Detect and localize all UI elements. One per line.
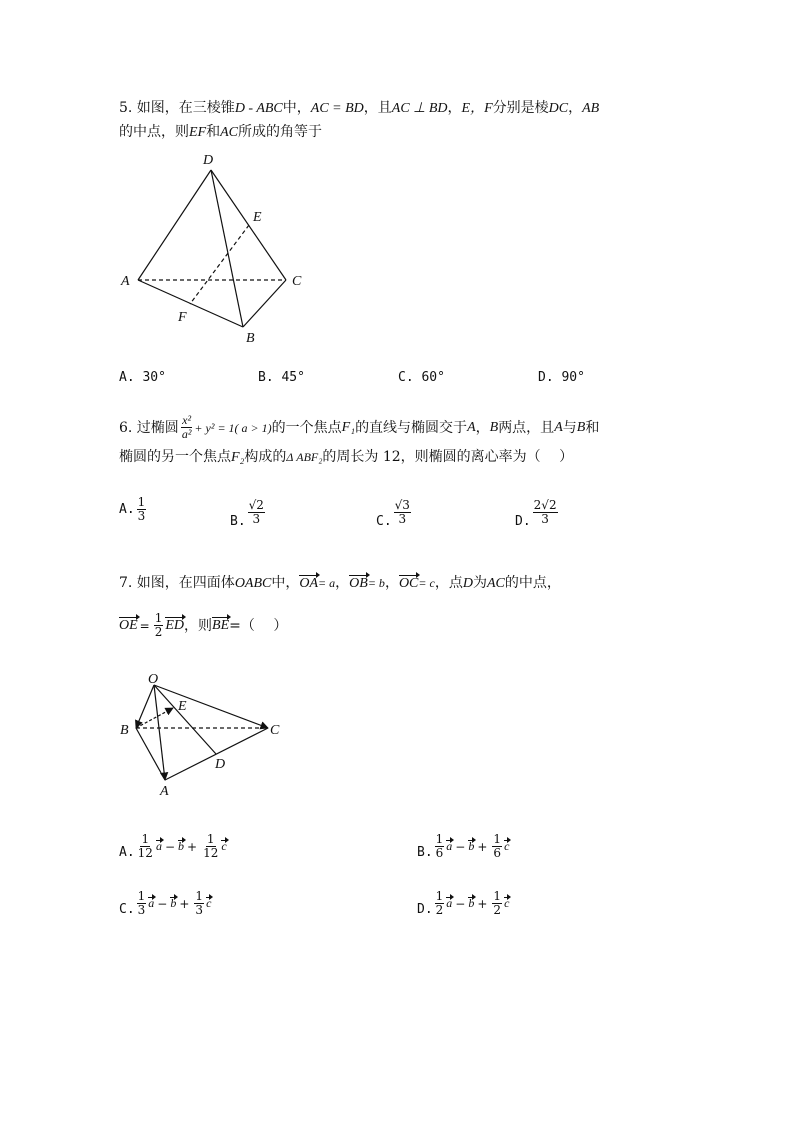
q5-ef: EF bbox=[189, 125, 207, 140]
q7-line-1 bbox=[119, 573, 561, 594]
q7-option-b[interactable] bbox=[417, 833, 509, 860]
q6-line-1 bbox=[119, 414, 599, 441]
vec-c: c bbox=[504, 839, 510, 853]
edge-ba bbox=[136, 728, 165, 780]
q7-text: ，点 bbox=[434, 575, 463, 591]
q5-edge-ab: AB bbox=[582, 101, 600, 116]
q6-a2: A bbox=[554, 419, 563, 435]
coef-2 bbox=[492, 890, 502, 917]
vec-oa bbox=[154, 685, 165, 780]
frac-num: 1 bbox=[154, 611, 163, 625]
frac-den: 2 bbox=[493, 903, 502, 917]
edge-da bbox=[138, 170, 211, 280]
frac-den: 12 bbox=[203, 846, 219, 860]
q5-text: ，且 bbox=[363, 100, 392, 116]
vec-a: a bbox=[148, 896, 155, 910]
frac-num: 1 bbox=[137, 495, 146, 509]
plus: + bbox=[179, 896, 190, 911]
option-label: B. bbox=[230, 514, 246, 529]
frac-num: 1 bbox=[141, 832, 150, 846]
coef-1 bbox=[137, 833, 154, 860]
minus: − bbox=[455, 896, 466, 911]
q6-ellipse-fraction bbox=[181, 414, 193, 441]
vec-a: a bbox=[446, 839, 453, 853]
q5-text: 和 bbox=[206, 124, 221, 140]
q5-points: E，F bbox=[461, 101, 493, 116]
minus: − bbox=[157, 896, 168, 911]
q7-option-a[interactable] bbox=[119, 833, 227, 860]
option-label: C. bbox=[376, 514, 392, 529]
frac-num: √3 bbox=[394, 498, 410, 512]
q6-f2: F₂ bbox=[231, 450, 245, 465]
frac-den: 6 bbox=[435, 846, 444, 860]
frac-den: 3 bbox=[137, 509, 146, 523]
q6-option-a[interactable] bbox=[119, 496, 148, 523]
q7-text: =（ ） bbox=[229, 617, 288, 634]
frac-den: 2 bbox=[154, 625, 163, 639]
q6-line-2 bbox=[119, 447, 573, 468]
q5-figure bbox=[110, 145, 330, 355]
q6-text: 的周长为 12，则椭圆的离心率为（ ） bbox=[322, 449, 574, 465]
frac-num: 1 bbox=[435, 889, 444, 903]
vec-b: b bbox=[468, 839, 475, 853]
edge-ac bbox=[165, 728, 268, 780]
minus: − bbox=[455, 839, 466, 854]
coef-2 bbox=[492, 833, 502, 860]
frac-num: 1 bbox=[206, 832, 215, 846]
q5-option-d[interactable]: D. 90° bbox=[538, 370, 585, 385]
option-fraction bbox=[533, 499, 558, 526]
q6-text: 两点，且 bbox=[498, 419, 555, 436]
label-d: D bbox=[215, 757, 226, 772]
vec-b: b bbox=[170, 896, 177, 910]
q6-ellipse-rest: + y² = 1( a > 1) bbox=[194, 420, 272, 435]
label-c: C bbox=[270, 723, 280, 738]
plus: + bbox=[477, 839, 488, 854]
q5-text: 中， bbox=[282, 100, 311, 116]
q5-option-c[interactable]: C. 60° bbox=[398, 370, 445, 385]
q6-text: 的直线与椭圆交于 bbox=[355, 419, 468, 436]
q7-d: D bbox=[462, 576, 473, 591]
vec-a: a bbox=[155, 839, 162, 853]
frac-den: 12 bbox=[137, 846, 153, 860]
q6-text: 的一个焦点 bbox=[271, 419, 342, 436]
q5-cond-1: AC = BD bbox=[310, 101, 364, 116]
frac-num: 1 bbox=[493, 889, 502, 903]
label-f: F bbox=[178, 310, 187, 325]
label-b: B bbox=[246, 331, 255, 346]
option-label: C. bbox=[119, 902, 135, 917]
q5-text: 的中点，则 bbox=[119, 124, 189, 140]
q7-eq: = bbox=[139, 618, 150, 633]
q7-text: ， bbox=[384, 575, 399, 591]
coef-2 bbox=[202, 833, 219, 860]
q6-text: 6. 过椭圆 bbox=[119, 419, 179, 436]
q7-text: 中， bbox=[271, 575, 300, 591]
label-a: A bbox=[160, 784, 169, 799]
label-e: E bbox=[253, 210, 262, 225]
q5-ac: AC bbox=[220, 125, 238, 140]
frac-den: 3 bbox=[252, 512, 261, 526]
q7-vec-ed: ED bbox=[165, 616, 184, 636]
q7-text: ，则 bbox=[184, 617, 213, 634]
q7-line-2 bbox=[119, 612, 287, 639]
q5-text: 5. 如图，在三棱锥 bbox=[119, 100, 235, 116]
vec-b: b bbox=[178, 839, 184, 853]
q7-option-c[interactable] bbox=[119, 890, 211, 917]
q7-ac: AC bbox=[486, 576, 505, 591]
q7-vec-oe: OE bbox=[119, 616, 138, 636]
frac-num: 1 bbox=[137, 889, 146, 903]
vec-c: c bbox=[206, 896, 212, 910]
q7-vec-be: BE bbox=[212, 616, 229, 636]
minus: − bbox=[164, 839, 175, 854]
coef-1 bbox=[435, 833, 445, 860]
plus: + bbox=[477, 896, 488, 911]
q6-b: B bbox=[489, 419, 499, 435]
q6-f1: F₁ bbox=[341, 419, 356, 435]
q5-line-1 bbox=[119, 98, 599, 119]
q7-text: ， bbox=[335, 575, 350, 591]
q6-option-d[interactable] bbox=[515, 496, 560, 529]
frac-den: 6 bbox=[493, 846, 502, 860]
frac-num: x² bbox=[182, 413, 192, 427]
q7-vec-ob: OB bbox=[349, 574, 368, 594]
frac-den: 3 bbox=[195, 903, 204, 917]
frac-num: √2 bbox=[248, 498, 264, 512]
q6-option-b[interactable] bbox=[230, 496, 267, 529]
edge-ab bbox=[138, 280, 243, 327]
q7-vec-oa: OA bbox=[299, 574, 318, 594]
q6-option-c[interactable] bbox=[376, 496, 413, 529]
q6-a: A bbox=[467, 419, 476, 435]
q6-triangle: Δ ABF₂ bbox=[286, 450, 323, 464]
q6-text: 椭圆的另一个焦点 bbox=[119, 449, 231, 465]
q5-text: 分别是棱 bbox=[492, 100, 549, 116]
vec-a: a bbox=[446, 896, 453, 910]
vec-ob bbox=[136, 685, 154, 728]
q5-tetra: D - ABC bbox=[234, 101, 283, 116]
q6-text: 和 bbox=[585, 419, 600, 436]
option-label: A. bbox=[119, 502, 135, 517]
q5-option-b[interactable]: B. 45° bbox=[258, 370, 305, 385]
q7-option-d[interactable] bbox=[417, 890, 509, 917]
frac-num: 2√2 bbox=[533, 498, 557, 512]
frac-den: a² bbox=[181, 427, 192, 441]
coef-1 bbox=[435, 890, 445, 917]
q5-option-a[interactable]: A. 30° bbox=[119, 370, 166, 385]
q7-text: 为 bbox=[472, 575, 487, 591]
q7-eq-b: = b bbox=[367, 576, 385, 590]
option-label: D. bbox=[515, 514, 531, 529]
q7-text: 的中点， bbox=[504, 575, 561, 591]
q7-eq-c: = c bbox=[418, 576, 435, 590]
q5-text: ， bbox=[447, 100, 462, 116]
edge-bc bbox=[243, 280, 286, 327]
segment-od bbox=[154, 685, 216, 754]
q5-line-2 bbox=[119, 122, 322, 143]
option-label: B. bbox=[417, 845, 433, 860]
option-fraction bbox=[394, 499, 411, 526]
q6-text: 与 bbox=[562, 419, 577, 436]
label-c: C bbox=[292, 274, 302, 289]
q5-text: ， bbox=[568, 100, 583, 116]
vec-oc bbox=[154, 685, 268, 728]
frac-den: 3 bbox=[398, 512, 407, 526]
segment-ef bbox=[190, 225, 249, 304]
frac-num: 1 bbox=[195, 889, 204, 903]
q6-text: ， bbox=[475, 419, 490, 436]
frac-den: 3 bbox=[137, 903, 146, 917]
q6-text: 构成的 bbox=[244, 449, 287, 465]
frac-num: 1 bbox=[493, 832, 502, 846]
q7-tetra: OABC bbox=[234, 576, 272, 591]
coef-2 bbox=[194, 890, 204, 917]
option-fraction bbox=[137, 496, 147, 523]
label-o: O bbox=[148, 672, 159, 687]
q7-vec-oc: OC bbox=[399, 574, 418, 594]
coef-1 bbox=[137, 890, 147, 917]
vec-be bbox=[136, 708, 173, 728]
option-label: A. bbox=[119, 845, 135, 860]
q7-eq-a: = a bbox=[318, 576, 336, 590]
plus: + bbox=[187, 839, 198, 854]
frac-den: 2 bbox=[435, 903, 444, 917]
frac-den: 3 bbox=[541, 512, 549, 526]
q5-text: 所成的角等于 bbox=[238, 124, 322, 140]
q7-text: 7. 如图，在四面体 bbox=[119, 575, 235, 591]
label-e: E bbox=[178, 699, 187, 714]
vec-b: b bbox=[468, 896, 475, 910]
q5-cond-2: AC ⊥ BD bbox=[391, 101, 448, 116]
q7-figure bbox=[110, 668, 310, 803]
option-fraction bbox=[248, 499, 265, 526]
label-b: B bbox=[120, 723, 129, 738]
q5-edge-dc: DC bbox=[548, 101, 569, 116]
vec-c: c bbox=[504, 896, 510, 910]
q7-half bbox=[154, 612, 164, 639]
frac-num: 1 bbox=[435, 832, 444, 846]
label-d: D bbox=[203, 153, 214, 168]
q6-b2: B bbox=[576, 419, 586, 435]
label-a: A bbox=[121, 274, 130, 289]
option-label: D. bbox=[417, 902, 433, 917]
vec-c: c bbox=[221, 839, 227, 853]
